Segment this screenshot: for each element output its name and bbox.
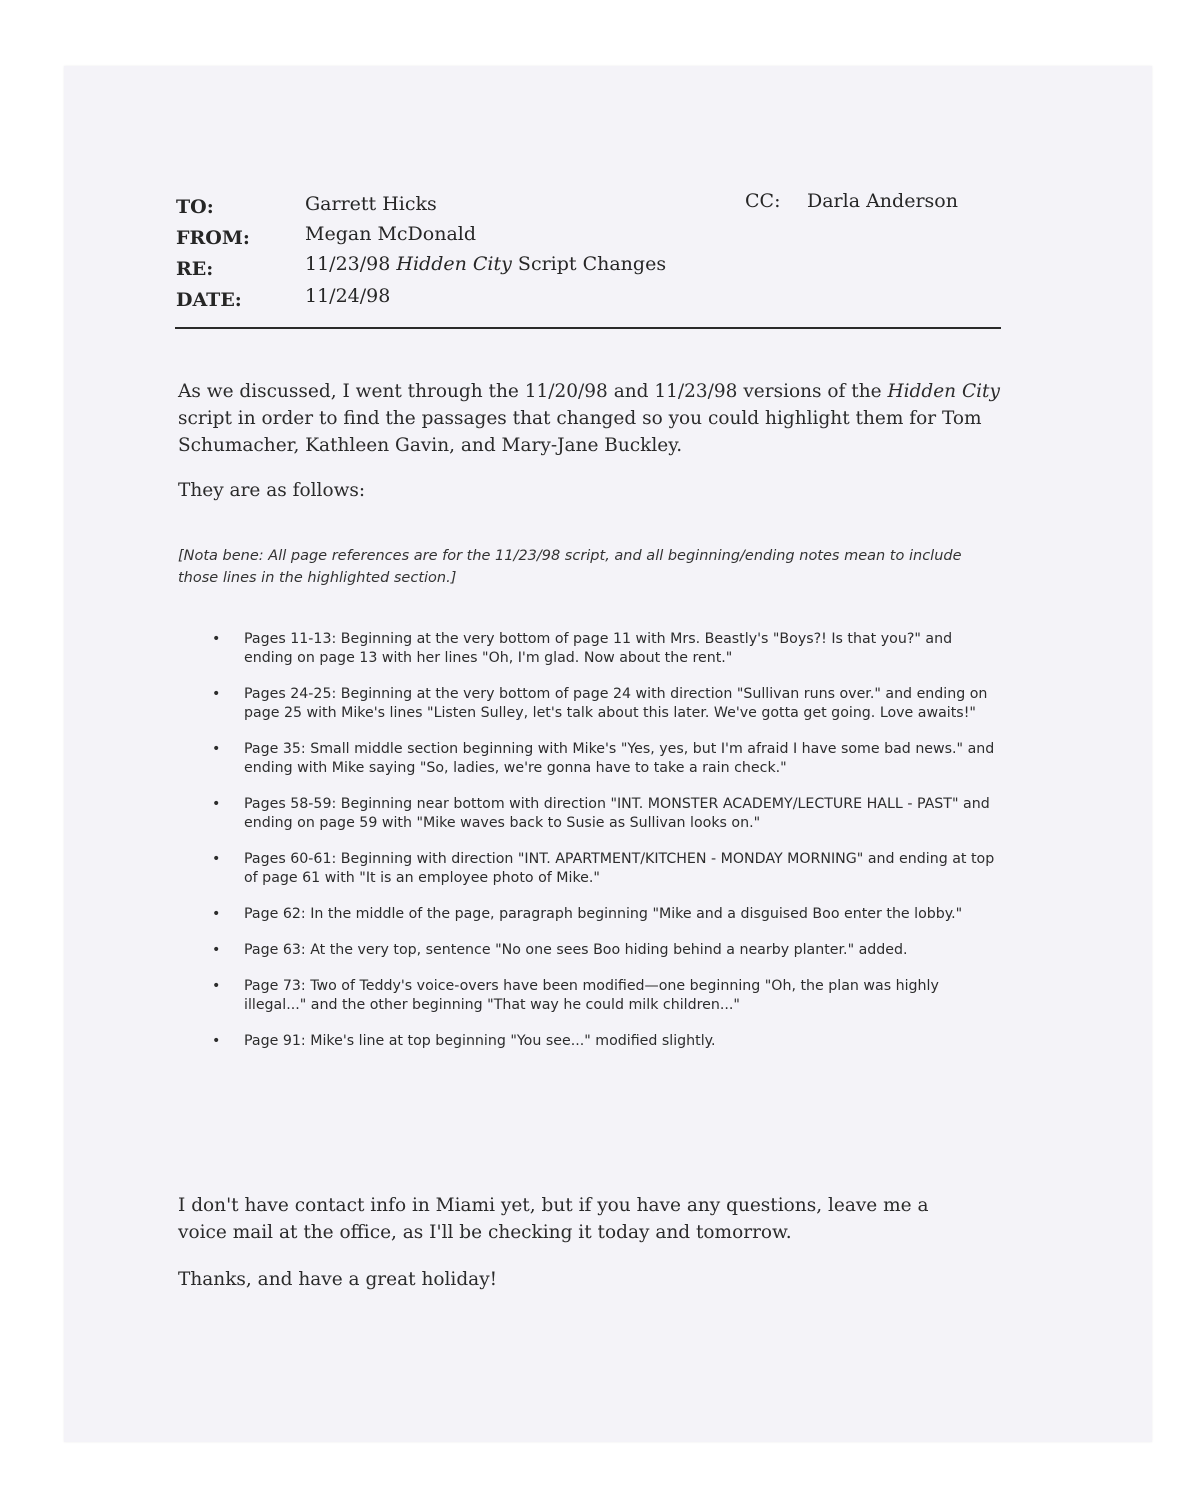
bullet-icon: • [212, 1033, 221, 1049]
re-date: 11/23/98 [305, 253, 391, 275]
nota-bene: [Nota bene: All page references are for the 11/23/98 script, and all beginning/ending notes mean to include those lines in the highlighted section.] [178, 548, 962, 586]
header-divider [175, 327, 1001, 329]
list-item-text: Page 62: In the middle of the page, paragraph beginning "Mike and a disguised Boo enter the lobby." [244, 906, 963, 922]
list-item-text: Page 35: Small middle section beginning with Mike's "Yes, yes, but I'm afraid I have some bad news." and ending with Mike saying "So, ladies, we're gonna have to take a rain check." [244, 741, 995, 776]
list-item [212, 977, 1002, 1015]
list-item-text: Page 63: At the very top, sentence "No one sees Boo hiding behind a nearby planter." added. [244, 942, 908, 958]
from-value: Megan McDonald [305, 223, 477, 245]
list-item [212, 850, 1002, 888]
list-item-text: Page 91: Mike's line at top beginning "You see..." modified slightly. [244, 1033, 716, 1049]
list-item [212, 941, 1002, 960]
re-subject [305, 253, 666, 275]
bullet-icon: • [212, 978, 221, 994]
list-item-text: Pages 11-13: Beginning at the very bottom of page 11 with Mrs. Beastly's "Boys?! Is that you?" and ending on page 13 with her lines "Oh, I'm glad. Now about the rent." [244, 631, 953, 666]
list-item [212, 905, 1002, 924]
follows-line: They are as follows: [178, 480, 366, 501]
bullet-icon: • [212, 741, 221, 757]
bullet-icon: • [212, 851, 221, 867]
re-title: Hidden City [396, 253, 512, 275]
list-item-text: Pages 58-59: Beginning near bottom with direction "INT. MONSTER ACADEMY/LECTURE HALL - PAST" and ending on page 59 with "Mike waves back to Susie as Sullivan looks on." [244, 796, 990, 831]
list-item [212, 685, 1002, 723]
closing-paragraph: I don't have contact info in Miami yet, but if you have any questions, leave me a voice mail at the office, as I'll be checking it today and tomorrow. [178, 1195, 929, 1243]
bullet-icon: • [212, 686, 221, 702]
cc-label: CC: [745, 190, 781, 212]
list-item [212, 795, 1002, 833]
bullet-icon: • [212, 906, 221, 922]
to-value: Garrett Hicks [305, 193, 437, 215]
list-item-text: Page 73: Two of Teddy's voice-overs have been modified—one beginning "Oh, the plan was highly illegal..." and the other beginning "That way he could milk children..." [244, 978, 939, 1013]
date-value: 11/24/98 [305, 285, 391, 307]
to-label: TO: [176, 196, 214, 218]
list-item [212, 740, 1002, 778]
list-item-text: Pages 60-61: Beginning with direction "INT. APARTMENT/KITCHEN - MONDAY MORNING" and ending at top of page 61 with "It is an employee photo of Mike." [244, 851, 995, 886]
changes-list [212, 630, 1002, 1068]
from-label: FROM: [176, 227, 250, 249]
cc-value: Darla Anderson [807, 190, 958, 212]
signoff: Thanks, and have a great holiday! [178, 1269, 498, 1290]
bullet-icon: • [212, 942, 221, 958]
re-suffix: Script Changes [517, 253, 667, 275]
list-item-text: Pages 24-25: Beginning at the very bottom of page 24 with direction "Sullivan runs over." and ending on page 25 with Mike's lines "Listen Sulley, let's talk about this later. We've gotta get going. Love awaits!" [244, 686, 988, 721]
bullet-icon: • [212, 631, 221, 647]
re-label: RE: [176, 258, 214, 280]
intro-title: Hidden City [887, 381, 1000, 402]
list-item [212, 1032, 1002, 1051]
intro-end: script in order to find the passages that changed so you could highlight them for Tom Schumacher, Kathleen Gavin, and Mary-Jane Buckley. [178, 408, 982, 456]
intro-start: As we discussed, I went through the 11/20/98 and 11/23/98 versions of the [178, 381, 882, 402]
intro-paragraph [178, 378, 1008, 459]
list-item [212, 630, 1002, 668]
date-label: DATE: [176, 289, 242, 311]
bullet-icon: • [212, 796, 221, 812]
